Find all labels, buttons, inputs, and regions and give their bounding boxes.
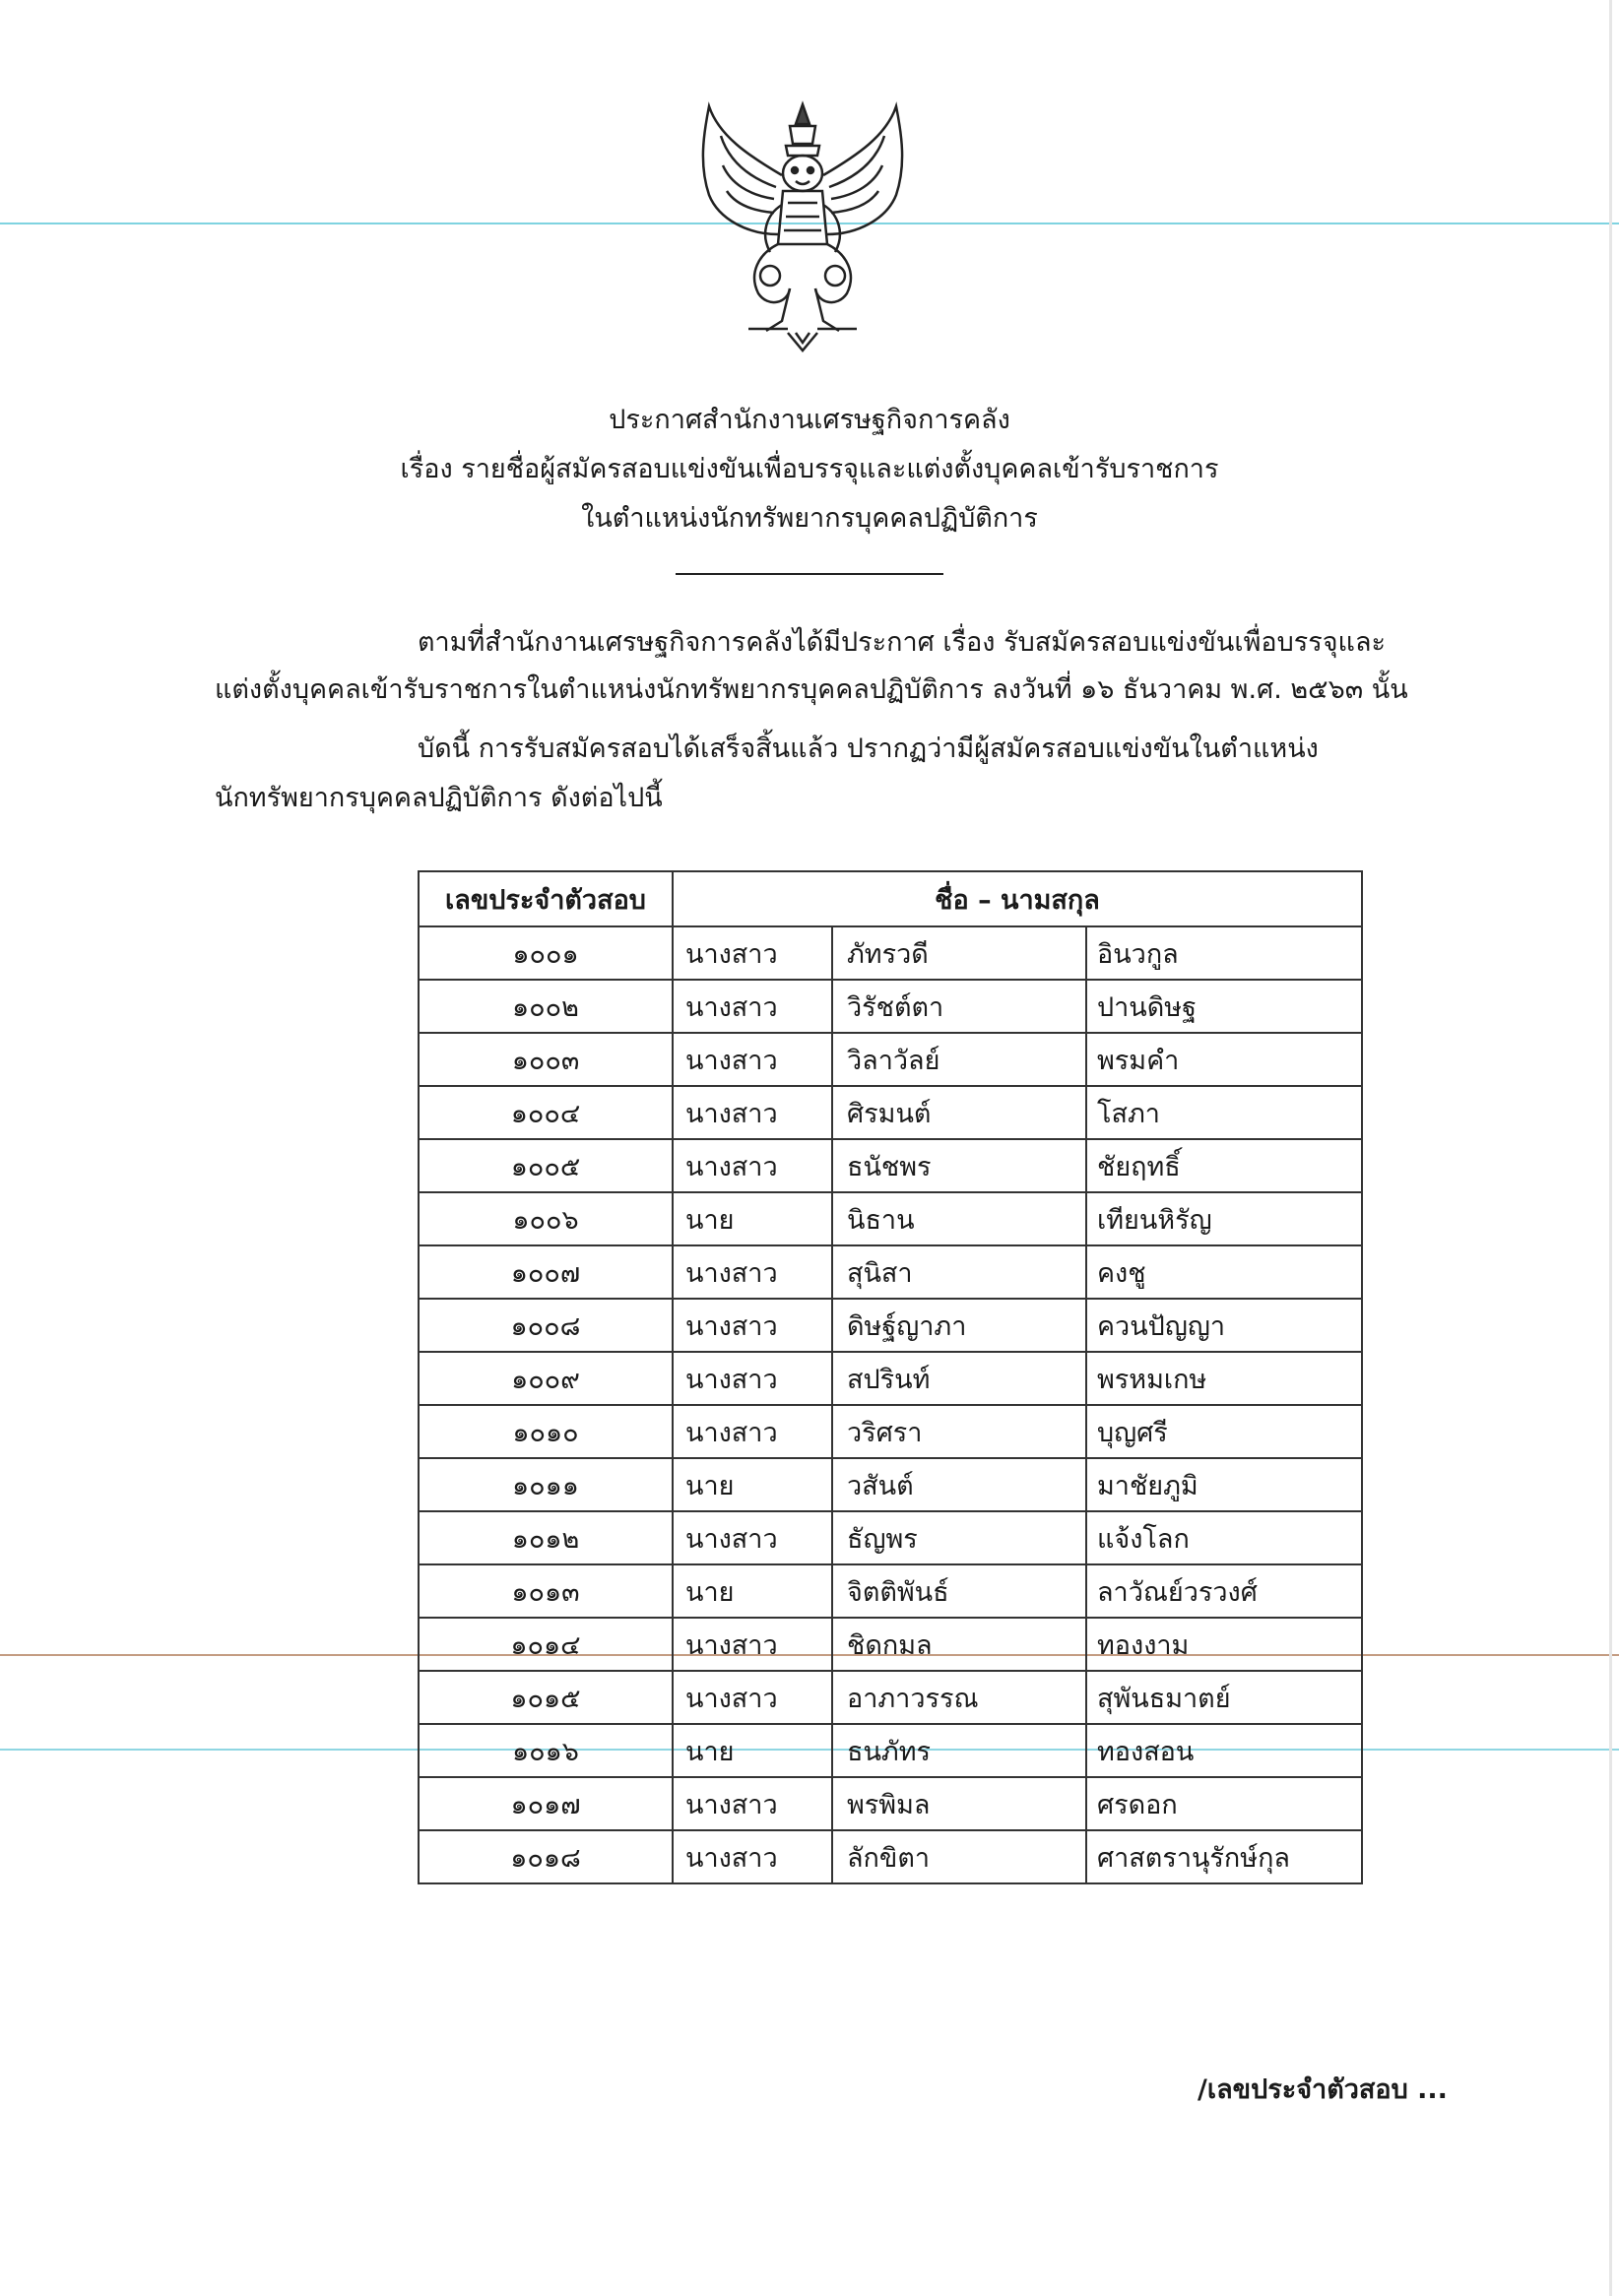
applicant-id: ๑๐๐๖ xyxy=(419,1192,673,1245)
applicant-first-name: ลักขิตา xyxy=(832,1830,1086,1883)
applicant-first-name: ชิดกมล xyxy=(832,1618,1086,1671)
applicant-id: ๑๐๐๑ xyxy=(419,926,673,980)
paragraph-2-line-1: บัดนี้ การรับสมัครสอบได้เสร็จสิ้นแล้ว ปรากฏว่ามีผู้สมัครสอบแข่งขันในตำแหน่ง xyxy=(418,733,1319,764)
applicant-id: ๑๐๐๙ xyxy=(419,1352,673,1405)
announcement-title: ประกาศสำนักงานเศรษฐกิจการคลัง xyxy=(609,405,1010,435)
table-row xyxy=(419,1352,1362,1405)
applicant-last-name: ลาวัณย์วรวงศ์ xyxy=(1086,1564,1362,1618)
column-header-id: เลขประจำตัวสอบ xyxy=(419,871,673,926)
applicant-last-name: พรมคำ xyxy=(1086,1033,1362,1086)
applicant-id: ๑๐๑๑ xyxy=(419,1458,673,1511)
table-row xyxy=(419,1830,1362,1883)
applicant-id: ๑๐๑๖ xyxy=(419,1724,673,1777)
applicant-first-name: ศิรมนต์ xyxy=(832,1086,1086,1139)
applicant-last-name: สุพันธมาตย์ xyxy=(1086,1671,1362,1724)
table-row xyxy=(419,1192,1362,1245)
applicant-title: นางสาว xyxy=(673,1671,832,1724)
applicant-title: นางสาว xyxy=(673,1139,832,1192)
paragraph-1-line-1: ตามที่สำนักงานเศรษฐกิจการคลังได้มีประกาศ เรื่อง รับสมัครสอบแข่งขันเพื่อบรรจุและ xyxy=(418,627,1386,658)
applicant-last-name: โสภา xyxy=(1086,1086,1362,1139)
applicant-title: นางสาว xyxy=(673,1618,832,1671)
applicant-last-name: ศรดอก xyxy=(1086,1777,1362,1830)
applicant-last-name: บุญศรี xyxy=(1086,1405,1362,1458)
applicant-first-name: นิธาน xyxy=(832,1192,1086,1245)
applicant-last-name: แจ้งโลก xyxy=(1086,1511,1362,1564)
applicant-table xyxy=(418,870,1363,1884)
table-row xyxy=(419,926,1362,980)
applicant-title: นาย xyxy=(673,1192,832,1245)
applicant-first-name: พรพิมล xyxy=(832,1777,1086,1830)
applicant-title: นางสาว xyxy=(673,980,832,1033)
table-row xyxy=(419,1564,1362,1618)
applicant-title: นางสาว xyxy=(673,1352,832,1405)
applicant-last-name: คงชู xyxy=(1086,1245,1362,1299)
applicant-id: ๑๐๐๗ xyxy=(419,1245,673,1299)
applicant-first-name: วสันต์ xyxy=(832,1458,1086,1511)
applicant-title: นาย xyxy=(673,1724,832,1777)
table-row xyxy=(419,1139,1362,1192)
applicant-last-name: ปานดิษฐ xyxy=(1086,980,1362,1033)
applicant-first-name: ธนัชพร xyxy=(832,1139,1086,1192)
continuation-note: /เลขประจำตัวสอบ ... xyxy=(1198,2074,1448,2105)
applicant-title: นางสาว xyxy=(673,1299,832,1352)
announcement-subject: เรื่อง รายชื่อผู้สมัครสอบแข่งขันเพื่อบรรจุและแต่งตั้งบุคคลเข้ารับราชการ xyxy=(400,454,1219,484)
applicant-first-name: ภัทรวดี xyxy=(832,926,1086,980)
applicant-id: ๑๐๑๔ xyxy=(419,1618,673,1671)
applicant-first-name: ธัญพร xyxy=(832,1511,1086,1564)
applicant-title: นางสาว xyxy=(673,926,832,980)
paragraph-1-line-2: แต่งตั้งบุคคลเข้ารับราชการในตำแหน่งนักทรัพยากรบุคคลปฏิบัติการ ลงวันที่ ๑๖ ธันวาคม พ.ศ. ๒๕๖๓ นั้น xyxy=(215,674,1408,705)
applicant-last-name: ทองงาม xyxy=(1086,1618,1362,1671)
table-row xyxy=(419,1299,1362,1352)
table-row xyxy=(419,1724,1362,1777)
applicant-last-name: ศาสตรานุรักษ์กุล xyxy=(1086,1830,1362,1883)
applicant-first-name: วริศรา xyxy=(832,1405,1086,1458)
applicant-last-name: อินวกูล xyxy=(1086,926,1362,980)
applicant-title: นางสาว xyxy=(673,1245,832,1299)
applicant-first-name: อาภาวรรณ xyxy=(832,1671,1086,1724)
applicant-last-name: ควนปัญญา xyxy=(1086,1299,1362,1352)
applicant-id: ๑๐๑๘ xyxy=(419,1830,673,1883)
applicant-id: ๑๐๑๒ xyxy=(419,1511,673,1564)
applicant-id: ๑๐๐๕ xyxy=(419,1139,673,1192)
applicant-first-name: วิลาวัลย์ xyxy=(832,1033,1086,1086)
applicant-title: นาย xyxy=(673,1564,832,1618)
applicant-id: ๑๐๐๓ xyxy=(419,1033,673,1086)
applicant-last-name: พรหมเกษ xyxy=(1086,1352,1362,1405)
applicant-id: ๑๐๑๐ xyxy=(419,1405,673,1458)
applicant-id: ๑๐๐๒ xyxy=(419,980,673,1033)
page-edge xyxy=(1609,0,1612,2296)
announcement-position: ในตำแหน่งนักทรัพยากรบุคคลปฏิบัติการ xyxy=(581,503,1038,534)
table-header-row xyxy=(419,871,1362,926)
applicant-title: นางสาว xyxy=(673,1777,832,1830)
applicant-title: นางสาว xyxy=(673,1033,832,1086)
table-row xyxy=(419,1671,1362,1724)
applicant-first-name: จิตติพันธ์ xyxy=(832,1564,1086,1618)
paragraph-2-line-2: นักทรัพยากรบุคคลปฏิบัติการ ดังต่อไปนี้ xyxy=(215,783,663,813)
garuda-emblem-icon xyxy=(680,96,926,354)
table-row xyxy=(419,1033,1362,1086)
table-row xyxy=(419,1511,1362,1564)
applicant-last-name: มาชัยภูมิ xyxy=(1086,1458,1362,1511)
applicant-title: นางสาว xyxy=(673,1405,832,1458)
applicant-id: ๑๐๐๘ xyxy=(419,1299,673,1352)
table-row xyxy=(419,1086,1362,1139)
table-row xyxy=(419,1405,1362,1458)
applicant-first-name: ดิษฐ์ญาภา xyxy=(832,1299,1086,1352)
applicant-first-name: สุนิสา xyxy=(832,1245,1086,1299)
applicant-title: นางสาว xyxy=(673,1511,832,1564)
applicant-id: ๑๐๐๔ xyxy=(419,1086,673,1139)
applicant-id: ๑๐๑๓ xyxy=(419,1564,673,1618)
applicant-id: ๑๐๑๕ xyxy=(419,1671,673,1724)
applicant-last-name: เทียนหิรัญ xyxy=(1086,1192,1362,1245)
applicant-first-name: สปรินท์ xyxy=(832,1352,1086,1405)
applicant-last-name: ชัยฤทธิ์ xyxy=(1086,1139,1362,1192)
table-row xyxy=(419,1458,1362,1511)
applicant-title: นาย xyxy=(673,1458,832,1511)
table-row xyxy=(419,1618,1362,1671)
table-row xyxy=(419,1245,1362,1299)
applicant-id: ๑๐๑๗ xyxy=(419,1777,673,1830)
table-row xyxy=(419,1777,1362,1830)
applicant-title: นางสาว xyxy=(673,1086,832,1139)
applicant-title: นางสาว xyxy=(673,1830,832,1883)
table-row xyxy=(419,980,1362,1033)
applicant-last-name: ทองสอน xyxy=(1086,1724,1362,1777)
title-divider xyxy=(676,573,943,575)
table-body xyxy=(419,926,1362,1883)
applicant-first-name: ธนภัทร xyxy=(832,1724,1086,1777)
applicant-first-name: วิรัชต์ตา xyxy=(832,980,1086,1033)
column-header-name: ชื่อ – นามสกุล xyxy=(673,871,1362,926)
